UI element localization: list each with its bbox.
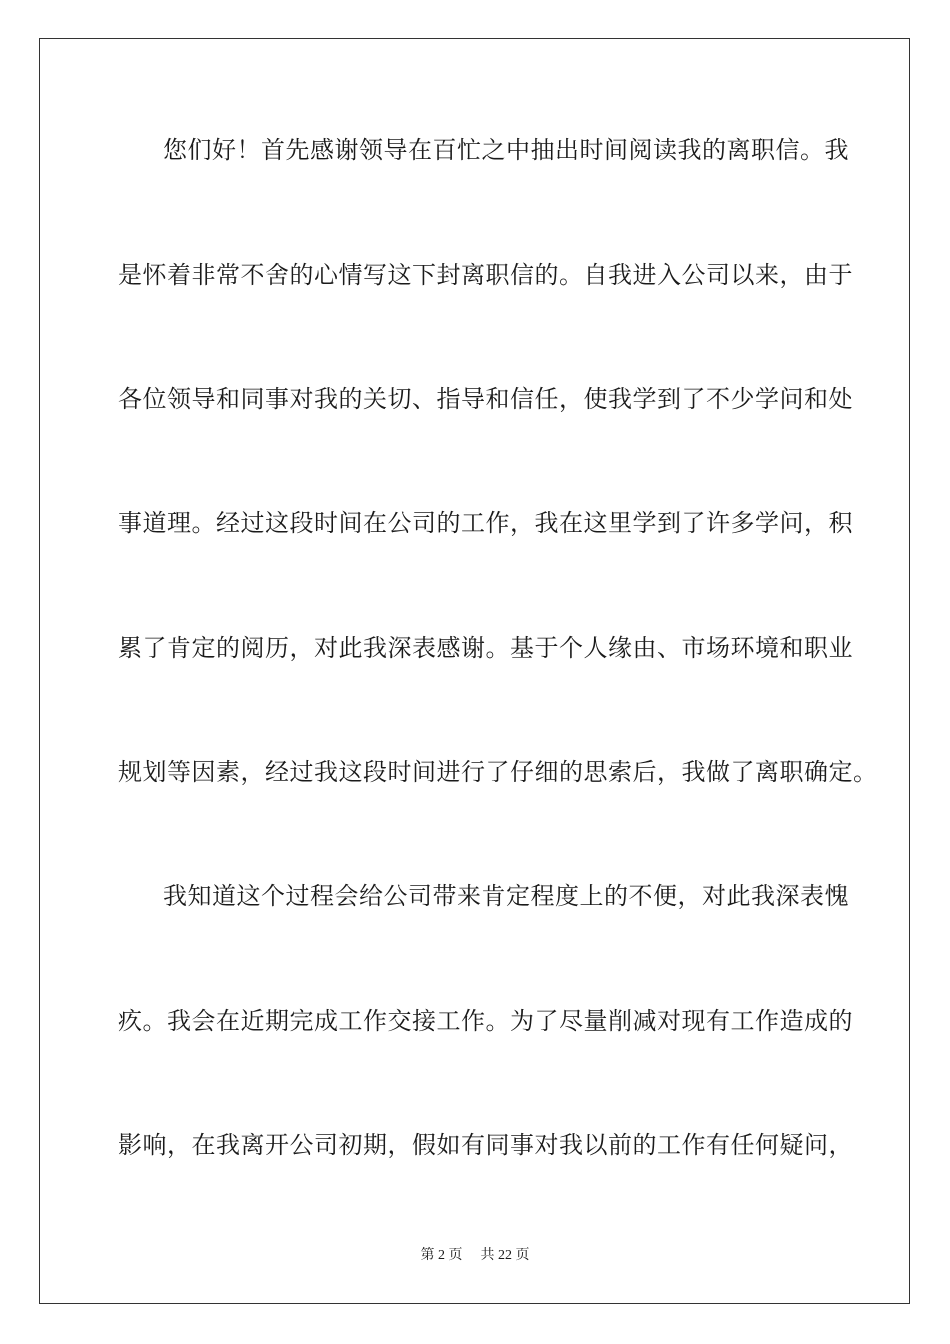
paragraph-line: 规划等因素，经过我这段时间进行了仔细的思索后，我做了离职确定。 [118,758,878,786]
page-total: 共 22 页 [480,1248,530,1263]
paragraph-line: 是怀着非常不舍的心情写这下封离职信的。自我进入公司以来，由于 [118,261,853,289]
paragraph-line: 疚。我会在近期完成工作交接工作。为了尽量削减对现有工作造成的 [118,1007,853,1035]
paragraph-line: 事道理。经过这段时间在公司的工作，我在这里学到了许多学问，积 [118,509,853,537]
paragraph-line: 影响，在我离开公司初期，假如有同事对我以前的工作有任何疑问， [118,1131,853,1159]
paragraph-line: 各位领导和同事对我的关切、指导和信任，使我学到了不少学问和处 [118,385,853,413]
page-border [39,38,910,1304]
paragraph-line: 累了肯定的阅历，对此我深表感谢。基于个人缘由、市场环境和职业 [118,634,853,662]
page-footer [0,1246,950,1266]
page-number: 第 2 页 [420,1248,463,1263]
paragraph-line: 您们好！首先感谢领导在百忙之中抽出时间阅读我的离职信。我 [163,136,849,164]
paragraph-line: 我知道这个过程会给公司带来肯定程度上的不便，对此我深表愧 [163,882,849,910]
